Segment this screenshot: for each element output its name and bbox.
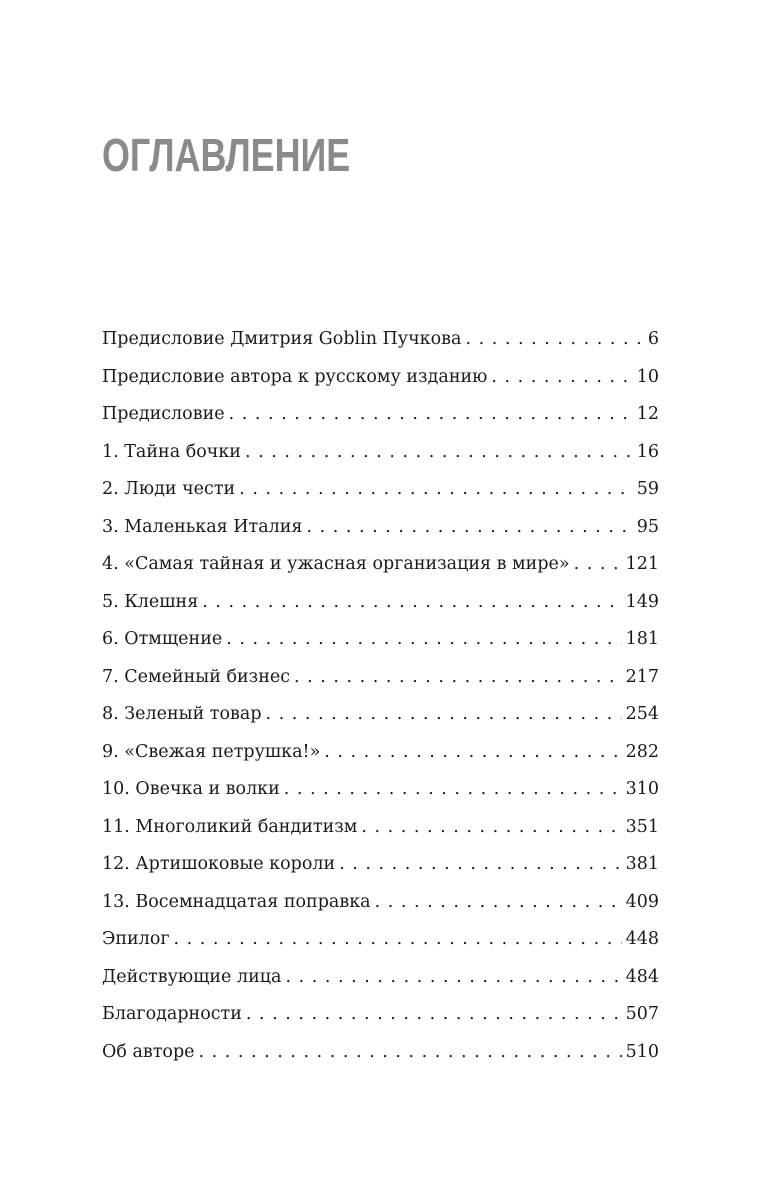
dot-leader (239, 471, 633, 509)
toc-entry-page-number: 121 (625, 554, 659, 574)
dot-leader (324, 734, 621, 772)
toc-entry-page-number: 6 (647, 329, 659, 349)
toc-entry-page-number: 217 (625, 666, 659, 687)
toc-entry-page-number: 16 (636, 441, 659, 462)
toc-entry-label: 7. Семейный бизнес (102, 666, 291, 687)
toc-entry-chapter-1[interactable] (102, 434, 659, 472)
toc-entry-label: 12. Артишоковые короли (102, 854, 336, 874)
dot-leader (202, 584, 621, 622)
dot-leader (266, 696, 622, 734)
toc-entry-characters[interactable] (102, 959, 659, 997)
toc-entry-label: 9. «Свежая петрушка!» (102, 741, 321, 762)
toc-entry-chapter-12[interactable] (102, 846, 659, 884)
toc-entry-page-number: 381 (625, 854, 659, 874)
toc-entry-page-number: 510 (625, 1041, 659, 1062)
toc-entry-label: 2. Люди чести (102, 479, 236, 499)
toc-entry-foreword-puchkov[interactable] (102, 321, 659, 359)
page-title: ОГЛАВЛЕНИЕ (102, 129, 351, 181)
toc-entry-page-number: 484 (625, 966, 659, 987)
toc-entry-chapter-2[interactable] (102, 471, 659, 509)
toc-entry-label: 4. «Самая тайная и ужасная организация в мире» (102, 554, 570, 574)
toc-entry-label: Об авторе (102, 1041, 195, 1062)
toc-entry-label: 8. Зеленый товар (102, 704, 262, 724)
toc-entry-chapter-6[interactable] (102, 621, 659, 659)
toc-entry-foreword[interactable] (102, 396, 659, 434)
dot-leader (375, 884, 622, 922)
toc-entry-chapter-4[interactable] (102, 546, 659, 584)
dot-leader (245, 434, 633, 472)
dot-leader (361, 809, 621, 847)
toc-entry-page-number: 10 (636, 366, 659, 387)
dot-leader (199, 1034, 622, 1072)
toc-entry-label: Предисловие автора к русскому изданию (102, 366, 488, 387)
dot-leader (491, 359, 632, 397)
toc-entry-page-number: 59 (636, 479, 659, 499)
toc-entry-label: 13. Восемнадцатая поправка (102, 891, 371, 912)
toc-entry-page-number: 507 (625, 1004, 659, 1024)
toc-entry-epilogue[interactable] (102, 921, 659, 959)
toc-entry-chapter-10[interactable] (102, 771, 659, 809)
dot-leader (246, 996, 622, 1034)
toc-entry-page-number: 254 (625, 704, 659, 724)
toc-entry-label: 3. Маленькая Италия (102, 516, 303, 537)
toc-entry-label: Благодарности (102, 1004, 242, 1024)
toc-entry-page-number: 310 (625, 779, 659, 799)
toc-entry-label: 11. Многоликий бандитизм (102, 816, 358, 837)
table-of-contents (102, 321, 659, 1071)
toc-entry-author-foreword-russian[interactable] (102, 359, 659, 397)
toc-entry-chapter-9[interactable] (102, 734, 659, 772)
toc-entry-chapter-8[interactable] (102, 696, 659, 734)
toc-entry-label: 10. Овечка и волки (102, 779, 280, 799)
dot-leader (339, 846, 621, 884)
toc-entry-label: Действующие лица (102, 966, 282, 987)
toc-entry-acknowledgments[interactable] (102, 996, 659, 1034)
toc-entry-label: Предисловие (102, 404, 225, 424)
toc-entry-label: 5. Клешня (102, 591, 199, 612)
toc-entry-page-number: 282 (625, 741, 659, 762)
toc-entry-chapter-5[interactable] (102, 584, 659, 622)
dot-leader (285, 959, 621, 997)
toc-entry-page-number: 181 (625, 629, 659, 649)
dot-leader (226, 621, 621, 659)
toc-entry-chapter-7[interactable] (102, 659, 659, 697)
toc-entry-chapter-11[interactable] (102, 809, 659, 847)
toc-entry-label: 6. Отмщение (102, 629, 223, 649)
dot-leader (284, 771, 622, 809)
toc-entry-page-number: 409 (625, 891, 659, 912)
dot-leader (229, 396, 633, 434)
dot-leader (465, 321, 643, 359)
dot-leader (574, 546, 622, 584)
toc-entry-page-number: 351 (625, 816, 659, 837)
toc-entry-chapter-3[interactable] (102, 509, 659, 547)
toc-entry-label: Предисловие Дмитрия Goblin Пучкова (102, 329, 462, 349)
toc-entry-label: 1. Тайна бочки (102, 441, 241, 462)
toc-entry-label: Эпилог (102, 929, 170, 949)
dot-leader (306, 509, 632, 547)
toc-entry-page-number: 95 (636, 516, 659, 537)
toc-entry-chapter-13[interactable] (102, 884, 659, 922)
toc-entry-page-number: 448 (625, 929, 659, 949)
dot-leader (174, 921, 622, 959)
toc-entry-page-number: 12 (636, 404, 659, 424)
toc-entry-page-number: 149 (625, 591, 659, 612)
dot-leader (294, 659, 622, 697)
toc-entry-about-author[interactable] (102, 1034, 659, 1072)
